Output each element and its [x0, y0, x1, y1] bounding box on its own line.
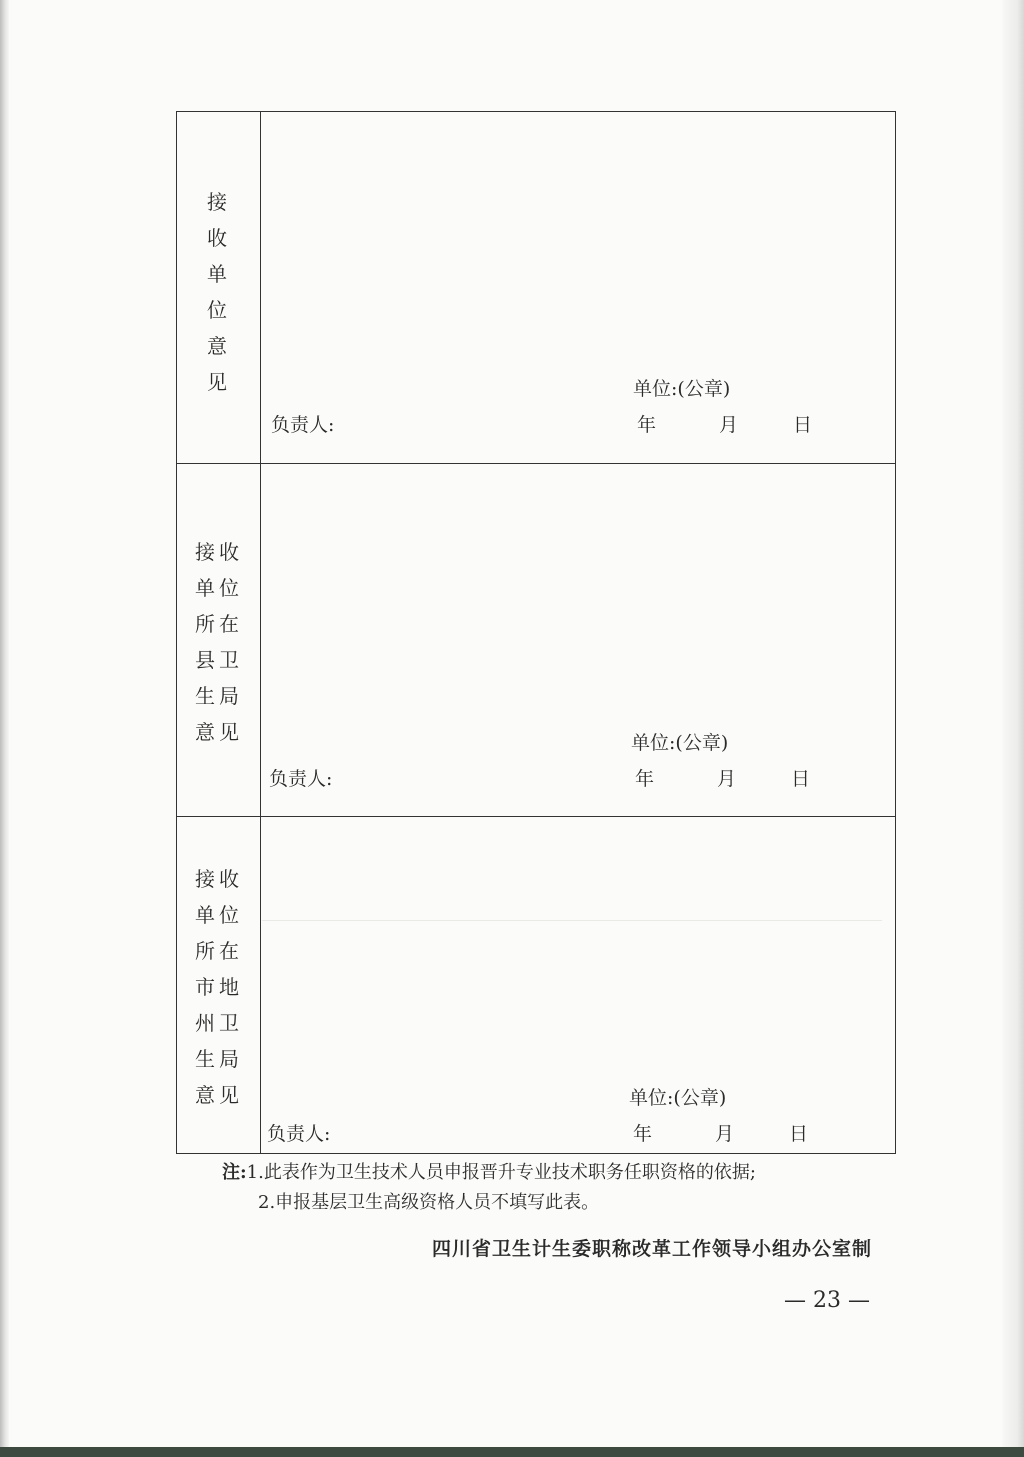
- seal-label: 单位:(公章): [631, 732, 729, 754]
- scan-artifact-line: [262, 920, 882, 921]
- opinion-field[interactable]: [261, 817, 895, 1153]
- page-number: — 23 —: [784, 1288, 870, 1313]
- section-label: 接收 单位 所在 县卫 生局 意见: [195, 540, 243, 744]
- signer-label: 负责人:: [267, 1123, 331, 1145]
- signer-label: 负责人:: [269, 768, 333, 790]
- page-bottom-edge: [0, 1447, 1024, 1457]
- page-left-edge: [0, 0, 9, 1457]
- date-line: 年 月 日: [637, 414, 813, 436]
- date-line: 年 月 日: [633, 1123, 809, 1145]
- label-cell: [177, 464, 261, 816]
- page-right-edge: [1002, 0, 1024, 1457]
- seal-label: 单位:(公章): [629, 1087, 727, 1109]
- section-label: 接 收 单 位 意 见: [207, 190, 231, 394]
- section-receiving-unit: [177, 112, 895, 464]
- opinion-field[interactable]: [261, 464, 895, 816]
- section-city-health-bureau: [177, 817, 895, 1153]
- label-cell: [177, 817, 261, 1153]
- section-county-health-bureau: [177, 464, 895, 817]
- opinion-table: [176, 111, 896, 1154]
- notes: [222, 1158, 756, 1218]
- note-item-1: 注:1.此表作为卫生技术人员申报晋升专业技术职务任职资格的依据;: [222, 1162, 756, 1183]
- seal-label: 单位:(公章): [633, 378, 731, 400]
- label-cell: [177, 112, 261, 463]
- note-item-2: 2.申报基层卫生高级资格人员不填写此表。: [258, 1192, 600, 1213]
- notes-head: 注:: [222, 1162, 247, 1183]
- opinion-field[interactable]: [261, 112, 895, 463]
- signer-label: 负责人:: [271, 414, 335, 436]
- issuer-line: 四川省卫生计生委职称改革工作领导小组办公室制: [432, 1238, 873, 1260]
- date-line: 年 月 日: [635, 768, 811, 790]
- section-label: 接收 单位 所在 市地 州卫 生局 意见: [195, 867, 243, 1107]
